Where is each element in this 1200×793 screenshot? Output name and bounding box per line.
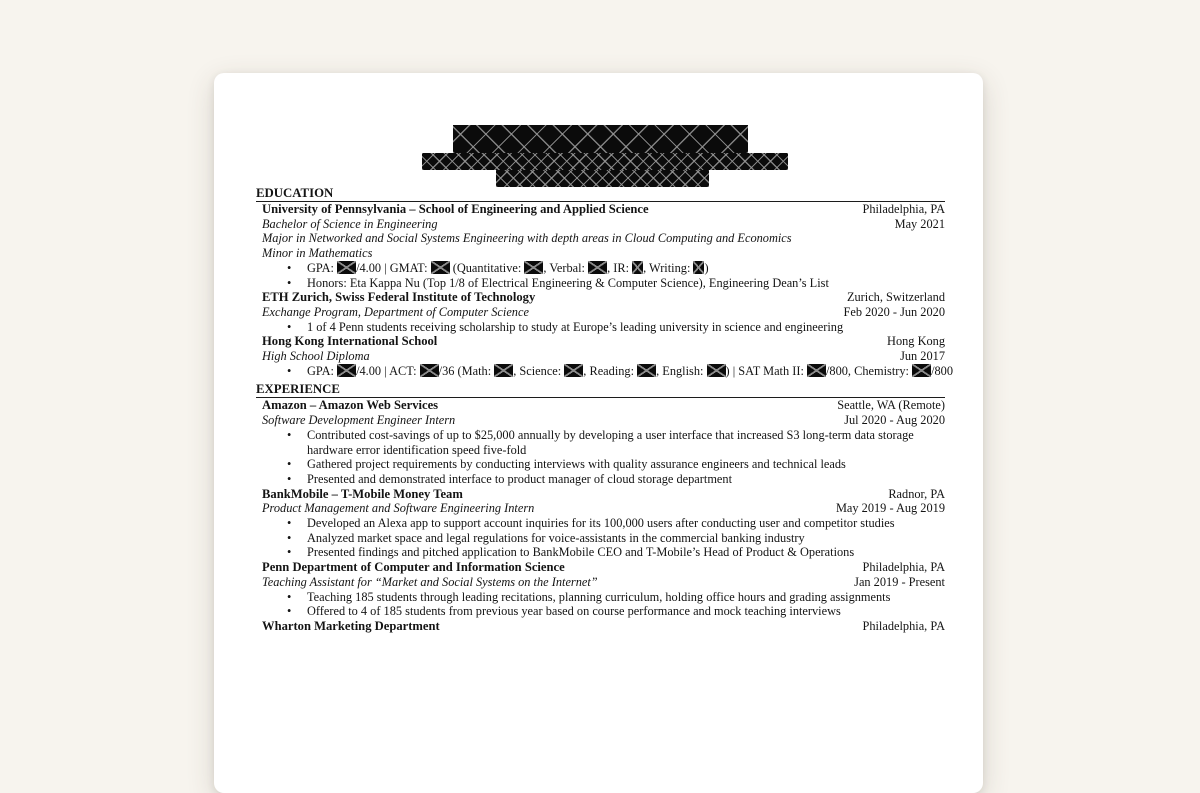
- redaction-box: [337, 364, 356, 377]
- redaction-bar-contact-2: [496, 170, 709, 187]
- entry-role: Product Management and Software Engineering Intern: [262, 501, 535, 516]
- entry-role: Exchange Program, Department of Computer Science: [262, 304, 529, 319]
- bullet-item: • GPA: /4.00 | GMAT: (Quantitative: , Verbal: , IR: , Writing: ): [262, 261, 945, 276]
- redaction-box: [632, 261, 643, 274]
- resume-entry: [256, 560, 945, 619]
- redaction-box: [337, 261, 356, 274]
- resume-sections: [256, 186, 954, 634]
- bullet-item: • Contributed cost-savings of up to $25,000 annually by developing a user interface that increased S3 long-term data storage hardware error identification speed five-fold: [262, 428, 945, 457]
- redaction-box: [431, 261, 450, 274]
- redaction-box: [693, 261, 704, 274]
- redaction-box: [564, 364, 583, 377]
- resume-content: [214, 125, 983, 634]
- resume-entry: [256, 487, 945, 561]
- entry-org: Wharton Marketing Department: [262, 618, 440, 633]
- redaction-box: [707, 364, 726, 377]
- entry-dates: Jun 2017: [900, 349, 945, 364]
- redaction-bar-contact-1: [422, 153, 788, 170]
- entry-org: Penn Department of Computer and Information Science: [262, 560, 565, 575]
- entry-dates: May 2021: [894, 216, 945, 231]
- entry-subheader-row: [262, 575, 945, 590]
- resume-entry: [256, 398, 945, 486]
- redaction-box: [494, 364, 513, 377]
- entry-header-row: [262, 487, 945, 502]
- bullet-item: • Presented and demonstrated interface to product manager of cloud storage department: [262, 472, 945, 487]
- entry-location: Seattle, WA (Remote): [837, 398, 945, 413]
- entry-header-row: [262, 202, 945, 217]
- entry-org: ETH Zurich, Swiss Federal Institute of Technology: [262, 290, 536, 305]
- entry-org: BankMobile – T-Mobile Money Team: [262, 486, 463, 501]
- redacted-name-block: [256, 125, 945, 187]
- entry-location: Philadelphia, PA: [862, 618, 945, 633]
- bullet-item: • Developed an Alexa app to support account inquiries for its 100,000 users after conducting user and competitor studies: [262, 516, 945, 531]
- entry-location: Philadelphia, PA: [862, 202, 945, 216]
- entry-dates: Jan 2019 - Present: [854, 574, 945, 589]
- entry-role: Teaching Assistant for “Market and Social Systems on the Internet”: [262, 574, 598, 589]
- redaction-box: [588, 261, 607, 274]
- bullet-item: • Analyzed market space and legal regulations for voice-assistants in the commercial banking industry: [262, 531, 945, 546]
- section-title: EXPERIENCE: [256, 383, 945, 398]
- bullet-item: • Presented findings and pitched application to BankMobile CEO and T-Mobile’s Head of Product & Operations: [262, 545, 945, 560]
- entry-role: Software Development Engineer Intern: [262, 413, 456, 428]
- resume-sheet: [214, 73, 983, 793]
- entry-dates: May 2019 - Aug 2019: [835, 501, 945, 516]
- redaction-box: [807, 364, 826, 377]
- entry-header-row: [262, 290, 945, 305]
- entry-subheader-row: [262, 413, 945, 428]
- entry-subheader-row: [262, 305, 945, 320]
- resume-entry: [256, 202, 945, 290]
- bullet-item: • Offered to 4 of 185 students from previous year based on course performance and mock teaching interviews: [262, 604, 945, 619]
- entry-subheader-row: [262, 501, 945, 516]
- entry-header-row: [262, 560, 945, 575]
- entry-role: High School Diploma: [262, 349, 370, 364]
- redaction-bar-name: [453, 125, 748, 153]
- bullet-item: • GPA: /4.00 | ACT: /36 (Math: , Science: , Reading: , English: ) | SAT Math II: /800, Chemistry: /800: [262, 364, 945, 379]
- bullet-item: • Gathered project requirements by conducting interviews with quality assurance engineers and technical leads: [262, 457, 945, 472]
- entry-location: Radnor, PA: [888, 486, 945, 501]
- redaction-box: [524, 261, 543, 274]
- resume-entry: [256, 290, 945, 334]
- entry-dates: Jul 2020 - Aug 2020: [844, 413, 945, 428]
- bullet-item: • 1 of 4 Penn students receiving scholarship to study at Europe’s leading university in science and engineering: [262, 320, 945, 335]
- section-experience: [256, 383, 945, 633]
- redaction-box: [637, 364, 656, 377]
- entry-detail-line: Major in Networked and Social Systems Engineering with depth areas in Cloud Computing and Economics: [262, 231, 792, 246]
- entry-subheader-row: [262, 349, 945, 364]
- entry-subheader-row: [262, 217, 945, 232]
- entry-detail-line: Minor in Mathematics: [262, 246, 373, 261]
- section-title: EDUCATION: [256, 187, 945, 202]
- entry-org: Hong Kong International School: [262, 334, 438, 349]
- section-education: [256, 186, 954, 378]
- entry-role: Bachelor of Science in Engineering: [262, 216, 438, 231]
- entry-header-row: [262, 398, 945, 413]
- resume-entry: [256, 619, 945, 634]
- entry-location: Philadelphia, PA: [862, 560, 945, 575]
- entry-header-row: [262, 334, 945, 349]
- entry-location: Hong Kong: [887, 334, 945, 349]
- redaction-box: [912, 364, 931, 377]
- bullet-item: • Honors: Eta Kappa Nu (Top 1/8 of Electrical Engineering & Computer Science), Engineering Dean’s List: [262, 276, 945, 291]
- entry-dates: Feb 2020 - Jun 2020: [843, 304, 945, 319]
- entry-org: University of Pennsylvania – School of Engineering and Applied Science: [262, 202, 649, 216]
- resume-entry: [256, 334, 954, 378]
- entry-org: Amazon – Amazon Web Services: [262, 398, 439, 413]
- bullet-item: • Teaching 185 students through leading recitations, planning curriculum, holding office hours and grading assignments: [262, 590, 945, 605]
- entry-header-row: [262, 619, 945, 634]
- redaction-box: [420, 364, 439, 377]
- entry-location: Zurich, Switzerland: [846, 290, 945, 305]
